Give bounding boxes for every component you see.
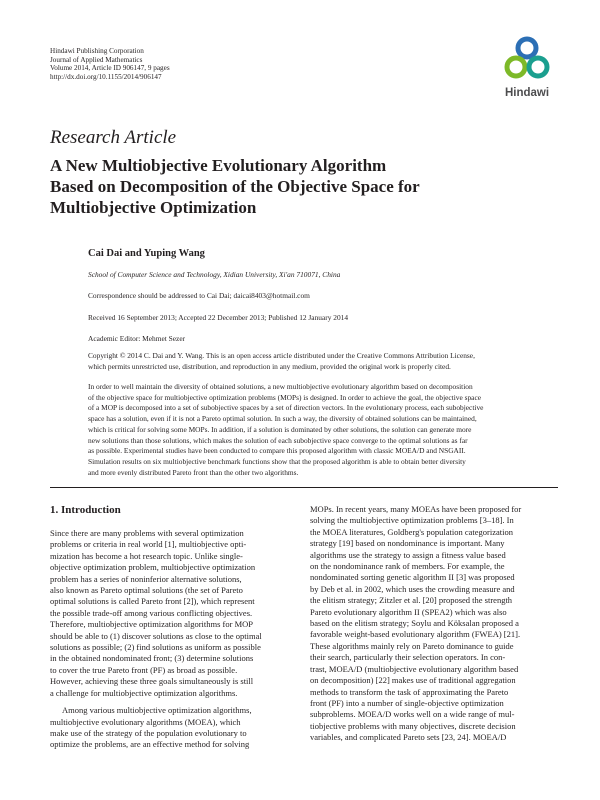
text-line: on decomposition) [22] makes use of traditional aggregation — [310, 675, 516, 686]
text-line: tiobjective problems with many objectives, discrete decision — [310, 720, 516, 731]
abstract-line: of the objective space for multiobjective optimization problems (MOPs) is designed. In order to achieve the goal, the objective space — [88, 392, 482, 402]
text-line: also known as Pareto optimal solutions (the set of Pareto — [50, 585, 243, 596]
text-line: optimize the problems, are an effective method for solving — [50, 739, 250, 750]
text-line: mization has become a hot research topic. Unlike single- — [50, 550, 243, 561]
text-line: by Deb et al. in 2002, which uses the crowding measure and — [310, 583, 515, 594]
text-line: problems or criteria in real world [1], multiobjective opti- — [50, 539, 247, 550]
text-line: based on the elitism strategy; Soylu and Köksalan proposed a — [310, 618, 519, 629]
text-line: optimal solutions is called Pareto front [2]), which represent — [50, 596, 255, 607]
abstract — [88, 382, 558, 478]
text-line: front (PF) into a number of single-objective optimization — [310, 697, 504, 708]
abstract-line: which is critical for solving some MOPs. In addition, if a solution is dominated by other solutions, the solution can generate more — [88, 424, 472, 434]
abstract-line: of a MOP is decomposed into a set of subobjective spaces by a set of direction vectors. In the evolutionary process, each subobjective — [88, 403, 484, 413]
text-line: trast, MOEA/D (multiobjective evolutionary algorithm based — [310, 663, 519, 674]
academic-editor: Academic Editor: Mehmet Sezer — [88, 334, 186, 343]
abstract-line: as possible. Experimental studies have been conducted to compare this proposed algorithm with classic MOEA/D and NSGAII. — [88, 446, 466, 456]
copyright-notice — [88, 351, 558, 372]
authors: Cai Dai and Yuping Wang — [88, 248, 205, 259]
text-line: on the nondominance rank of members. For example, the — [310, 561, 505, 572]
text-line: MOPs. In recent years, many MOEAs have been proposed for — [310, 504, 522, 514]
title-line: Multiobjective Optimization — [50, 198, 257, 217]
text-line: the MOEA literatures, Goldberg's population categorization — [310, 526, 513, 537]
affiliation: School of Computer Science and Technology, Xidian University, Xi'an 710071, China — [88, 270, 341, 279]
text-line: make use of the strategy of the population evolutionary to — [50, 727, 247, 738]
copyright-line: which permits unrestricted use, distribution, and reproduction in any medium, provided the original work is properly cited. — [88, 361, 451, 371]
text-line: should be able to (1) discover solutions as close to the optimal — [50, 630, 262, 641]
text-line: strategy [19] based on nondominance is important. Many — [310, 538, 505, 549]
article-type: Research Article — [50, 127, 177, 148]
copyright-line: Copyright © 2014 C. Dai and Y. Wang. This is an open access article distributed under the Creative Commons Attribution License, — [88, 351, 475, 360]
section-heading: 1. Introduction — [50, 504, 121, 516]
publisher: Hindawi Publishing Corporation — [50, 47, 144, 55]
text-line: nondominated sorting genetic algorithm II [3] was proposed — [310, 572, 515, 583]
abstract-line: new solutions than those solutions, which makes the solution of each subobjective space converge to the optimal solutions as far — [88, 435, 468, 445]
text-line: the possible trade-off among various conflicting objectives. — [50, 607, 253, 618]
text-line: in the obtained nondominated front; (3) determine solutions — [50, 653, 254, 664]
abstract-line: space has a solution, even if it is not a Pareto optimal solution. In such a way, the diversity of obtained solutions can be maintained, — [88, 414, 477, 424]
text-line: However, achieving these three goals simultaneously is still — [50, 676, 254, 687]
text-line: the elitism strategy; Zitzler et al. [20] proposed the strength — [310, 595, 513, 606]
text-line: Since there are many problems with several optimization — [50, 528, 244, 538]
text-line: to cover the true Pareto front (PF) as broad as possible. — [50, 664, 238, 675]
hindawi-logo-rings-icon — [495, 36, 559, 88]
body-column-left — [50, 528, 298, 751]
text-line: multiobjective evolutionary algorithms (MOEA), which — [50, 716, 241, 727]
logo-wordmark: Hindawi — [504, 87, 550, 99]
text-line: their search, particularly their selection operators. In con- — [310, 652, 506, 663]
section-divider — [50, 487, 558, 488]
journal-name: Journal of Applied Mathematics — [50, 55, 143, 64]
text-line: solutions as possible; (2) find solutions as uniform as possible — [50, 642, 261, 653]
text-line: favorable weight-based evolutionary algorithm (FWEA) [21]. — [310, 629, 521, 640]
text-line: subproblems. MOEA/D works well on a wide range of mul- — [310, 709, 515, 720]
text-line: Among various multiobjective optimization algorithms, — [62, 705, 252, 716]
text-line: objective optimization problem, multiobjective optimization — [50, 562, 256, 573]
text-line: algorithms use the strategy to assign a fitness value based — [310, 549, 506, 560]
text-line: Pareto evolutionary algorithm II (SPEA2) which was also — [310, 606, 507, 617]
text-line: solving the multiobjective optimization problems [3–18]. In — [310, 515, 514, 526]
paper-title — [50, 155, 510, 218]
text-line: problem has a series of noninferior alternative solutions, — [50, 573, 242, 584]
text-line: Therefore, multiobjective optimization algorithms for MOP — [50, 619, 254, 630]
title-line: Based on Decomposition of the Objective Space for — [50, 177, 420, 196]
abstract-line: Simulation results on six multiobjective benchmark functions show that the proposed algorithm is able to obtain better diversity — [88, 456, 466, 466]
journal-metadata — [50, 47, 170, 81]
abstract-line: and more evenly distributed Pareto front than the other two algorithms. — [88, 467, 299, 477]
volume-info: Volume 2014, Article ID 906147, 9 pages — [50, 64, 170, 73]
body-column-right — [310, 504, 558, 744]
text-line: methods to transform the task of approximating the Pareto — [310, 686, 509, 697]
abstract-line: In order to well maintain the diversity of obtained solutions, a new multiobjective evolutionary algorithm based on decomposition — [88, 382, 473, 391]
doi-link[interactable]: http://dx.doi.org/10.1155/2014/906147 — [50, 72, 162, 81]
text-line: variables, and complicated Pareto sets [23, 24]. MOEA/D — [310, 732, 507, 743]
correspondence: Correspondence should be addressed to Cai Dai; daicai8403@hotmail.com — [88, 291, 310, 300]
title-line: A New Multiobjective Evolutionary Algorithm — [50, 156, 387, 175]
hindawi-logo — [495, 36, 559, 106]
publication-dates: Received 16 September 2013; Accepted 22 December 2013; Published 12 January 2014 — [88, 313, 349, 322]
text-line: These algorithms mainly rely on Pareto dominance to guide — [310, 640, 514, 651]
text-line: a challenge for multiobjective optimization algorithms. — [50, 687, 238, 698]
